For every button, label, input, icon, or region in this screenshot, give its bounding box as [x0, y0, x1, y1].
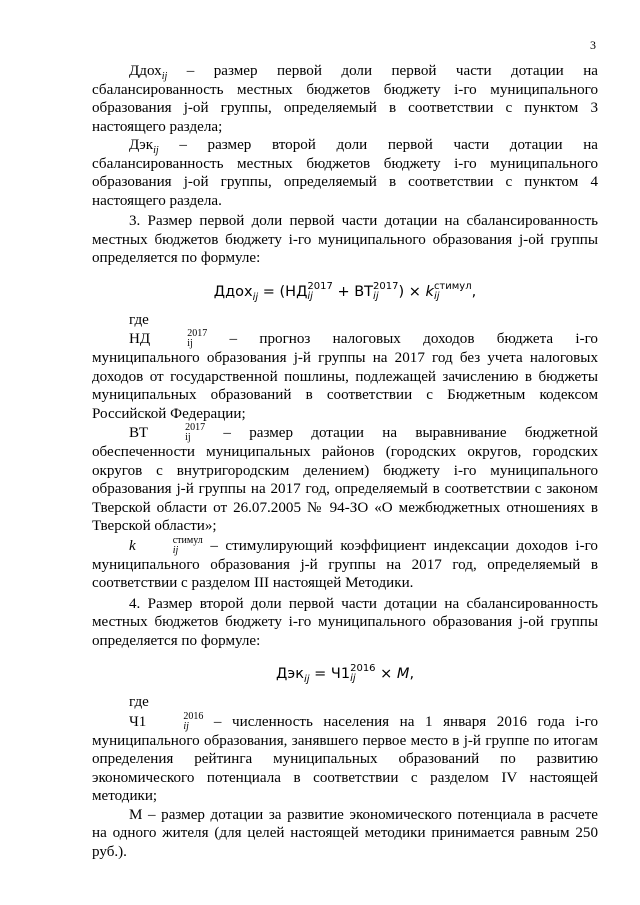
definition-vt: ВТ 2017 ij – размер дотации на выравнивание бюджетной обеспеченности муниципальных районов (городских округов, городских округов с внутригородским делением) бюджету i-го муниципального образования j-й группы на 2017 год, определяемый в соответствии с законом Тверской области от 26.07.2005 № 94-ЗО «О межбюджетных отношениях в Тверской области»; — [92, 422, 598, 534]
definition-k-stimul: k стимул ij – стимулирующий коэффициент индексации доходов i-го муниципального образования j-й группы на 2017 год, определяемый в соответствии с разделом III настоящей Методики. — [92, 534, 598, 591]
formula-dek: Дэк$_{ij}$ = Ч1 2016 ij × M, — [275, 663, 415, 685]
definition-ddox — [92, 62, 598, 136]
where-label-2: где — [129, 694, 149, 710]
definition-ch1: Ч1 2016 ij – численность населения на 1 января 2016 года i-го муниципального образования, занявшего первое место в j-й группе по итогам определения рейтинга муниципальных образований по развитию экономического потенциала в соответствии с разделом IV настоящей методики; — [92, 710, 598, 804]
def-index: ij — [161, 71, 168, 83]
where-label-1: где — [129, 311, 149, 328]
def-text: – размер первой доли первой части дотации на сбалансированность местных бюджетов бюджету i-го муниципального образования j-ой группы, определяемый в соответствии с пунктом 3 настоящего раздела; — [92, 63, 598, 135]
item3-paragraph: 3. Размер первой доли первой части дотации на сбалансированность местных бюджетов бюджету i-го муниципального образования j-ой группы определяется по формуле: — [92, 213, 598, 266]
def-symbol: Дэк — [129, 137, 154, 153]
item4-paragraph: 4. Размер второй доли первой части дотации на сбалансированность местных бюджетов бюджету i-го муниципального образования j-ой группы определяется по формуле: — [92, 595, 598, 649]
def-text: – размер второй доли первой части дотации на сбалансированность местных бюджетов бюджету i-го муниципального образования j-ой группы, определяемый в соответствии с пунктом 4 настоящего раздела. — [92, 137, 598, 209]
definition-nd: НД 2017 ij – прогноз налоговых доходов бюджета i-го муниципального образования j-й группы на 2017 год без учета налоговых доходов от государственной пошлины, подлежащей зачислению в бюджеты муниципальных образований в соответствии с Бюджетным кодексом Российской Федерации; — [92, 328, 598, 422]
definition-m: М – размер дотации за развитие экономического потенциала в расчете на одного жителя (для целей настоящей методики принимается равным 250 руб.). — [92, 806, 598, 860]
formula-ddox: Ддох$_{ij}$ = (НД 2017 ij + ВТ 2017 ij ) × k стимул ij , — [213, 280, 477, 303]
definition-dek — [92, 136, 598, 210]
page-body — [92, 62, 598, 861]
def-index: ij — [153, 145, 159, 157]
def-symbol: Ддох — [129, 63, 162, 79]
page-number: 3 — [590, 38, 596, 52]
